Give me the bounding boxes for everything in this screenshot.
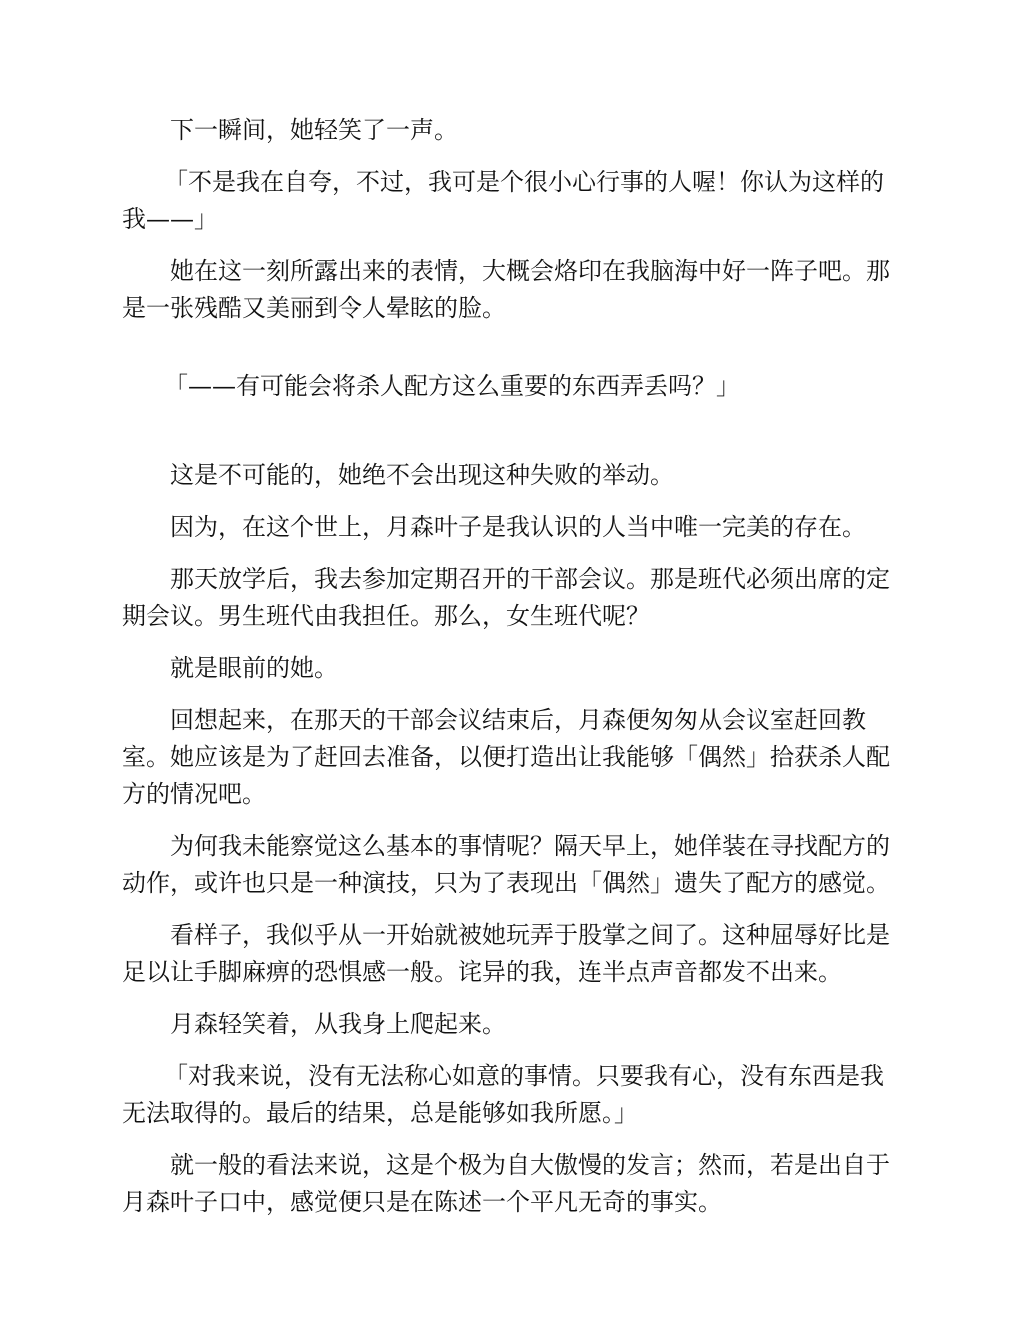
paragraph-7: 那天放学后，我去参加定期召开的干部会议。那是班代必须出席的定期会议。男生班代由我担任。那么，女生班代呢？ [122, 565, 890, 630]
paragraph-8: 就是眼前的她。 [170, 654, 338, 682]
paragraph-9: 回想起来，在那天的干部会议结束后，月森便匆匆从会议室赶回教室。她应该是为了赶回去准备，以便打造出让我能够「偶然」拾获杀人配方的情况吧。 [122, 706, 890, 808]
paragraph-14: 就一般的看法来说，这是个极为自大傲慢的发言；然而，若是出自于月森叶子口中，感觉便只是在陈述一个平凡无奇的事实。 [122, 1151, 890, 1216]
paragraph-10: 为何我未能察觉这么基本的事情呢？隔天早上，她佯装在寻找配方的动作，或许也只是一种演技，只为了表现出「偶然」遗失了配方的感觉。 [122, 832, 890, 897]
paragraph-13: 「对我来说，没有无法称心如意的事情。只要我有心，没有东西是我无法取得的。最后的结果，总是能够如我所愿。」 [122, 1062, 884, 1127]
paragraph-6: 因为，在这个世上，月森叶子是我认识的人当中唯一完美的存在。 [170, 513, 866, 541]
paragraph-3: 她在这一刻所露出来的表情，大概会烙印在我脑海中好一阵子吧。那是一张残酷又美丽到令人晕眩的脸。 [122, 257, 890, 322]
paragraph-4-emphasis: 「——有可能会将杀人配方这么重要的东西弄丢吗？」 [164, 372, 740, 400]
paragraph-11: 看样子，我似乎从一开始就被她玩弄于股掌之间了。这种屈辱好比是足以让手脚麻痹的恐惧感一般。诧异的我，连半点声音都发不出来。 [122, 921, 890, 986]
paragraph-12: 月森轻笑着，从我身上爬起来。 [170, 1010, 506, 1038]
paragraph-5: 这是不可能的，她绝不会出现这种失败的举动。 [170, 461, 674, 489]
paragraph-2: 「不是我在自夸，不过，我可是个很小心行事的人喔！你认为这样的我——」 [122, 168, 884, 233]
document-page [122, 112, 898, 1236]
paragraph-1: 下一瞬间，她轻笑了一声。 [170, 116, 458, 144]
